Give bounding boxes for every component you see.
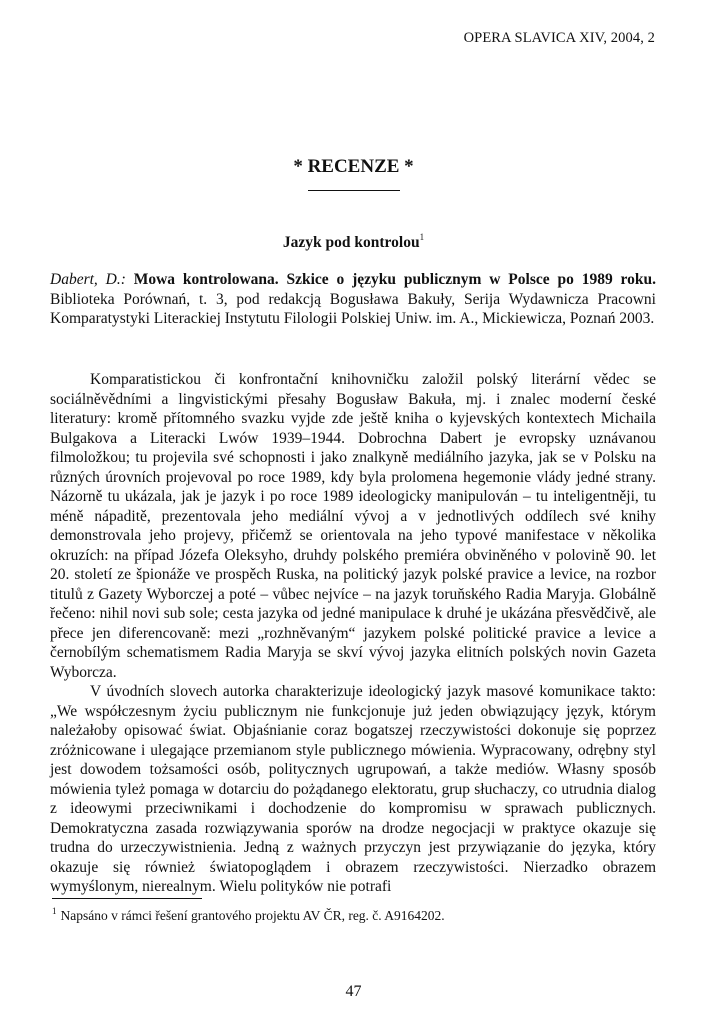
footnote-divider	[52, 898, 202, 899]
running-head: OPERA SLAVICA XIV, 2004, 2	[463, 30, 655, 46]
review-title-text: Jazyk pod kontrolou	[282, 234, 420, 251]
section-divider	[308, 190, 400, 191]
page-number: 47	[345, 983, 362, 1000]
footnote-text: Napsáno v rámci řešení grantového projektu AV ČR, reg. č. A9164202.	[60, 908, 445, 923]
bibliographic-entry	[50, 270, 656, 329]
footnote-mark: 1	[52, 906, 57, 916]
review-title	[0, 232, 707, 252]
review-body	[50, 370, 656, 897]
book-title: Mowa kontrolowana. Szkice o języku publicznym w Polsce po 1989 roku.	[133, 271, 657, 288]
body-paragraph: V úvodních slovech autorka charakterizuje ideologický jazyk masové komunikace takto: „We współczesnym życiu publicznym nie funkcjonuje już jeden obwiązujący język, którym należałoby opisować świat. Objaśnianie coraz bogatszej rzeczywistości dokonuje się poprzez zróżnicowane i ulegające przemianom style publicznego mówienia. Wypracowany, odrębny styl jest dowodem tożsamości osób, politycznych ugrupowań, a także mediów. Własny sposób mówienia tyleż pomaga w dotarciu do pożądanego elektoratu, grup słuchaczy, co utrudnia dialog z ideowymi przeciwnikami i dochodzenie do kompromisu w sprawach publicznych. Demokratyczna zasada rozwiązywania sporów na drodze negocjacji w praktyce okazuje się trudna do urzeczywistnienia. Jedną z ważnych przyczyn jest przywiązanie do języka, który okazuje się również światopoglądem i obrazem rzeczywistości. Nierzadko obrazem wymyślonym, nierealnym. Wielu polityków nie potrafi	[50, 683, 656, 895]
publication-details: Biblioteka Porównań, t. 3, pod redakcją Bogusława Bakuły, Serija Wydawnicza Pracowni Komparatystyki Literackiej Instytutu Filologii Polskiej Uniw. im. A., Mickiewicza, Poznań 2003.	[50, 290, 656, 327]
body-paragraph: Komparatistickou či konfrontační knihovničku založil polský literární vědec se sociálněvědními a lingvistickými přesahy Bogusław Bakuła, mj. i znalec moderní české literatury: kromě přítomného svazku vyjde zde ještě kniha o kyjevských kontextech Michaila Bulgakova a Literacki Lwów 1939–1944. Dobrochna Dabert je evropsky uznávanou filmoložkou; tu projevila své schopnosti i jako znalkyně mediálního jazyka, jak se v Polsku na různých úrovních projevoval po roce 1989, kdy byla prolomena hegemonie vlády jedné strany. Názorně tu ukázala, jak je jazyk i po roce 1989 ideologicky manipulován – tu inteligentněji, tu méně nápaditě, prezentovala jeho mediální vývoj a v jednotlivých oddílech své knihy demonstrovala jeho projevy, přičemž se orientovala na jeho typové manifestace v několika okruzích: na případ Józefa Oleksyho, druhdy polského premiéra obviněného v polovině 90. let 20. století ze špionáže ve prospěch Ruska, na politický jazyk polské pravice a levice, na rozbor titulů z Gazety Wyborczej a poté – vůbec nejvíce – na jazyk toruňského Radia Maryja. Globálně řečeno: nihil novi sub sole; cesta jazyka od jedné manipulace k druhé je ukázána přesvědčivě, ale přece jen diferencovaně: mezi „rozhněvaným“ jazykem polské politické pravice a levice a černobílým schematismem Radia Maryja se skví vývoj jazyka elitních polských novin Gazeta Wyborcza.	[50, 371, 656, 681]
book-author: Dabert, D.:	[50, 271, 126, 288]
section-title: * RECENZE *	[293, 156, 414, 177]
footnote-reference: 1	[419, 232, 425, 242]
footnote	[52, 903, 652, 924]
